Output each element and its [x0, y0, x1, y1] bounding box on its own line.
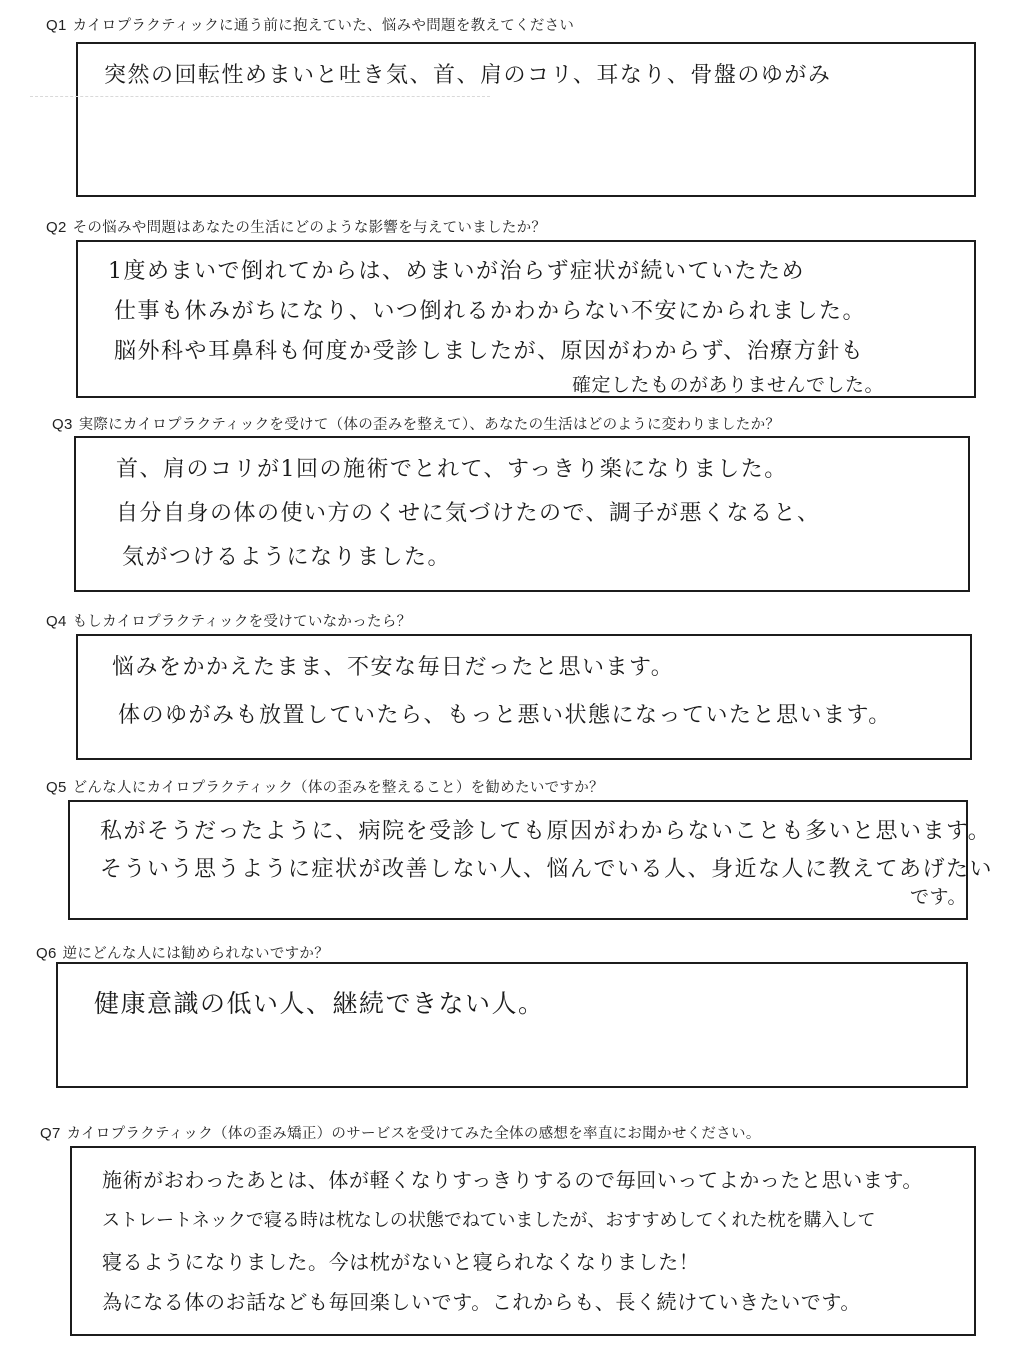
- answer-box-q3: [74, 436, 970, 592]
- question-text: カイロプラクティックに通う前に抱えていた、悩みや問題を教えてください: [72, 18, 575, 34]
- question-number: Q2: [46, 219, 67, 236]
- answer-line: 体のゆがみも放置していたら、もっと悪い状態になっていたと思います。: [118, 703, 892, 728]
- question-1-label: [46, 14, 574, 35]
- answer-line: 寝るようになりました。今は枕がないと寝られなくなりました！: [102, 1250, 700, 1274]
- answer-line: 突然の回転性めまいと吐き気、首、肩のコリ、耳なり、骨盤のゆがみ: [104, 63, 832, 88]
- answer-line: 確定したものがありませんでした。: [572, 374, 885, 396]
- answer-line: 施術がおわったあとは、体が軽くなりすっきりするので毎回いってよかったと思います。: [102, 1168, 923, 1192]
- answer-line: そういう思うように症状が改善しない人、悩んでいる人、身近な人に教えてあげたい: [100, 857, 994, 882]
- question-number: Q4: [46, 613, 67, 630]
- answer-line: 気がつけるようになりました。: [122, 545, 452, 570]
- question-5-label: [46, 776, 604, 797]
- answer-line: 健康意識の低い人、継続できない人。: [94, 989, 545, 1018]
- question-text: その悩みや問題はあなたの生活にどのような影響を与えていましたか？: [72, 220, 547, 236]
- answer-line: 私がそうだったように、病院を受診しても原因がわからないことも多いと思います。: [100, 819, 992, 844]
- question-text: 逆にどんな人には勧められないですか？: [62, 946, 330, 962]
- answer-line: 仕事も休みがちになり、いつ倒れるかわからない不安にかられました。: [114, 299, 867, 324]
- question-number: Q1: [46, 17, 67, 34]
- question-6-label: [36, 942, 329, 963]
- answer-line: 首、肩のコリが1回の施術でとれて、すっきり楽になりました。: [116, 457, 788, 482]
- question-number: Q3: [52, 416, 73, 433]
- answer-line: 自分自身の体の使い方のくせに気づけたので、調子が悪くなると、: [116, 501, 821, 526]
- question-text: 実際にカイロプラクティックを受けて（体の歪みを整えて）、あなたの生活はどのように変わりましたか？: [78, 417, 781, 433]
- answer-line: 為になる体のお話なども毎回楽しいです。これからも、長く続けていきたいです。: [102, 1290, 861, 1314]
- answer-box-q2: [76, 240, 976, 398]
- question-text: カイロプラクティック（体の歪み矯正）のサービスを受けてみた全体の感想を率直にお聞かせください。: [66, 1126, 761, 1142]
- question-text: どんな人にカイロプラクティック（体の歪みを整えること）を勧めたいですか？: [72, 780, 604, 796]
- answer-box-q1: [76, 42, 976, 197]
- question-3-label: [52, 413, 780, 434]
- question-text: もしカイロプラクティックを受けていなかったら？: [72, 614, 412, 630]
- answer-box-q7: [70, 1146, 976, 1336]
- answer-box-q5: [68, 800, 994, 920]
- question-number: Q5: [46, 779, 67, 796]
- question-4-label: [46, 610, 411, 631]
- scan-artifact-line: [30, 96, 490, 97]
- answer-line: です。: [910, 886, 967, 908]
- answer-line: 脳外科や耳鼻科も何度か受診しましたが、原因がわからず、治療方針も: [114, 339, 865, 364]
- answer-line: ストレートネックで寝る時は枕なしの状態でねていましたが、おすすめしてくれた枕を購入して: [102, 1210, 876, 1231]
- answer-box-q4: [76, 634, 972, 760]
- answer-line: 悩みをかかえたまま、不安な毎日だったと思います。: [112, 655, 675, 680]
- answer-box-q6: [56, 962, 968, 1088]
- question-number: Q7: [40, 1125, 61, 1142]
- question-2-label: [46, 216, 546, 237]
- question-number: Q6: [36, 945, 57, 962]
- answer-line: 1度めまいで倒れてからは、めまいが治らず症状が続いていたため: [108, 259, 805, 284]
- question-7-label: [40, 1122, 761, 1143]
